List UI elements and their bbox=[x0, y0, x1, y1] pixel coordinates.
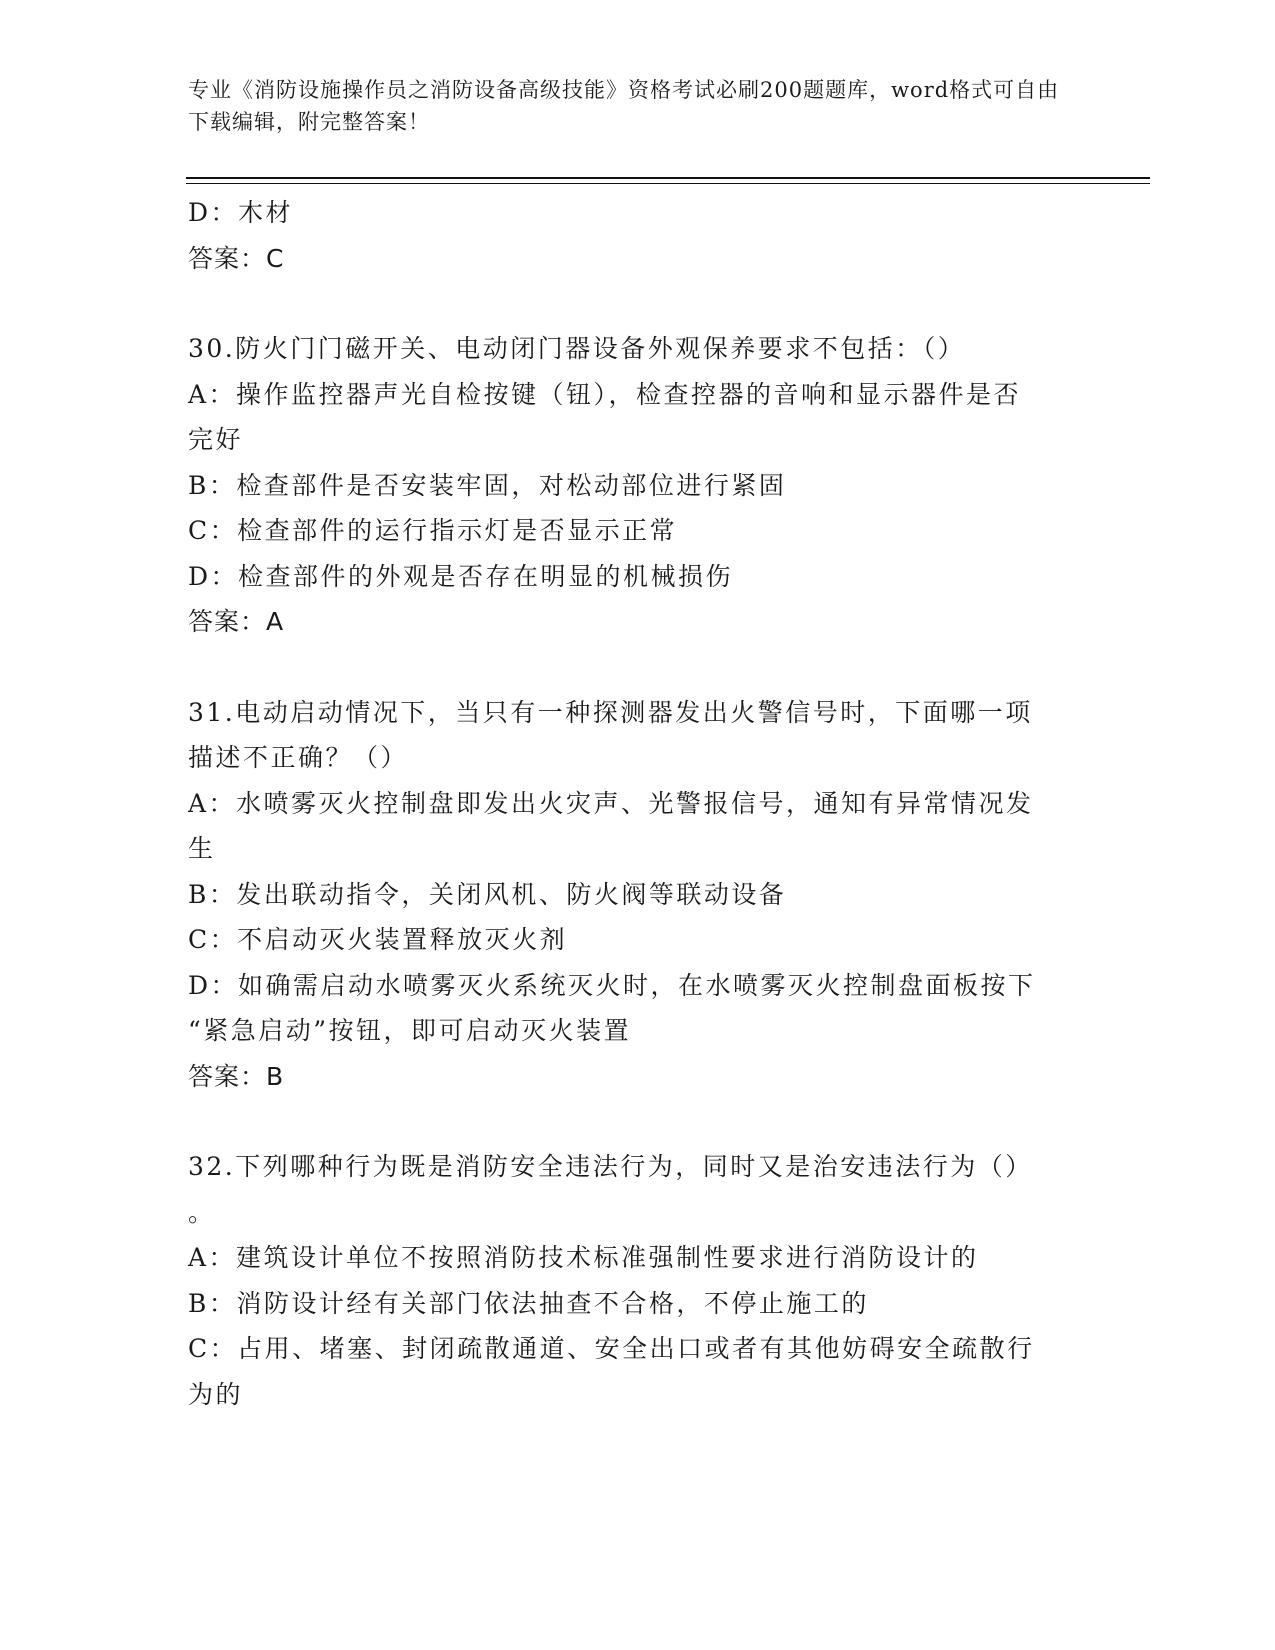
prev-option-d: D：木材 bbox=[188, 198, 294, 227]
q31-option-b: B：发出联动指令，关闭风机、防火阀等联动设备 bbox=[188, 879, 787, 909]
q30-answer: 答案：A bbox=[188, 607, 285, 636]
q31-answer: 答案：B bbox=[188, 1061, 285, 1091]
q31-option-d-line1: D：如确需启动水喷雾灭火系统灭火时，在水喷雾灭火控制盘面板按下 bbox=[188, 970, 1036, 1000]
q32-question-line1: 32.下列哪种行为既是消防安全违法行为，同时又是治安违法行为（） bbox=[188, 1152, 1033, 1181]
q31-option-a-line2: 生 bbox=[188, 834, 216, 863]
q30-option-d: D：检查部件的外观是否存在明显的机械损伤 bbox=[188, 561, 734, 591]
q32-option-c-line2: 为的 bbox=[188, 1379, 244, 1409]
document-header: 专业《消防设施操作员之消防设备高级技能》资格考试必刷200题题库，word格式可自由下载编辑，附完整答案！ bbox=[188, 78, 1060, 134]
q30-option-c: C：检查部件的运行指示灯是否显示正常 bbox=[188, 516, 678, 545]
header-rule-thin bbox=[186, 183, 1150, 184]
header-rule-thick bbox=[186, 177, 1150, 179]
q30-option-a-line2: 完好 bbox=[188, 425, 244, 454]
q32-option-c-line1: C：占用、堵塞、封闭疏散通道、安全出口或者有其他妨碍安全疏散行 bbox=[188, 1334, 1035, 1363]
spacer bbox=[188, 1099, 1078, 1144]
spacer bbox=[188, 645, 1078, 690]
q30-option-b: B：检查部件是否安装牢固，对松动部位进行紧固 bbox=[188, 470, 787, 500]
q31-option-a-line1: A：水喷雾灭火控制盘即发出火灾声、光警报信号，通知有异常情况发 bbox=[188, 788, 1034, 818]
q31-question-line2: 描述不正确？（） bbox=[188, 743, 409, 772]
q30-option-a-line1: A：操作监控器声光自检按键（钮），检查控器的音响和显示器件是否 bbox=[188, 379, 1022, 409]
q32-question-line2: 。 bbox=[188, 1197, 216, 1227]
q31-option-c: C：不启动灭火装置释放灭火剂 bbox=[188, 925, 568, 954]
document-body bbox=[188, 190, 1078, 1417]
q30-question: 30.防火门门磁开关、电动闭门器设备外观保养要求不包括：（） bbox=[188, 334, 966, 363]
q32-option-b: B：消防设计经有关部门依法抽查不合格，不停止施工的 bbox=[188, 1288, 869, 1318]
q31-option-d-line2: “紧急启动”按钮，即可启动灭火装置 bbox=[188, 1016, 632, 1045]
q31-question-line1: 31.电动启动情况下，当只有一种探测器发出火警信号时，下面哪一项 bbox=[188, 697, 1033, 727]
spacer bbox=[188, 281, 1078, 326]
q32-option-a: A：建筑设计单位不按照消防技术标准强制性要求进行消防设计的 bbox=[188, 1243, 979, 1272]
prev-answer: 答案：C bbox=[188, 243, 285, 273]
